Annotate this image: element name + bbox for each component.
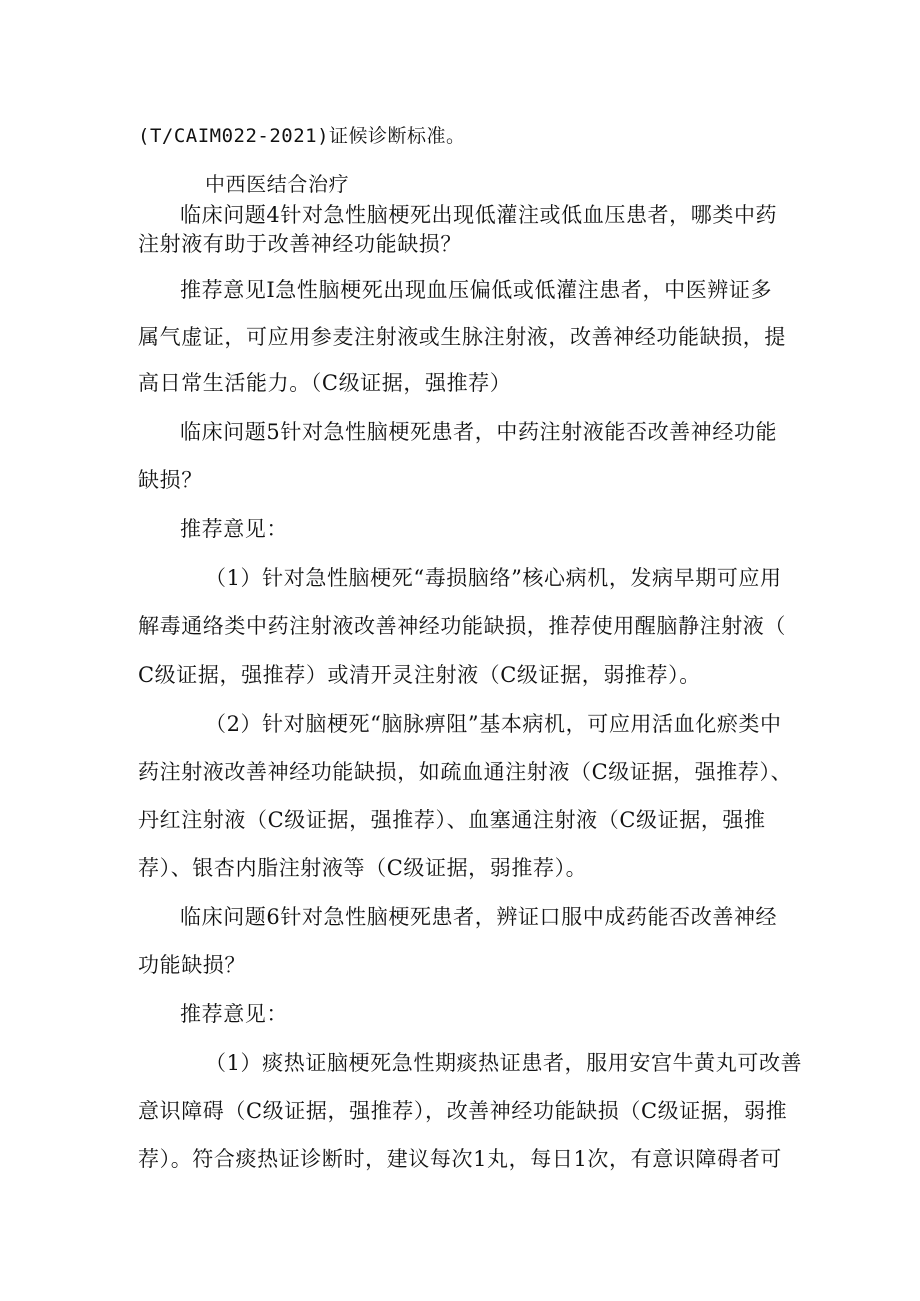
item-3-line-3: 荐）。符合痰热证诊断时，建议每次1丸，每日1次，有意识障碍者可 [138, 1147, 782, 1171]
question-4-line-1: 临床问题4针对急性脑梗死出现低灌注或低血压患者，哪类中药 [180, 203, 778, 227]
item-1-line-2: 解毒通络类中药注射液改善神经功能缺损，推荐使用醒脑静注射液（ [138, 614, 786, 638]
paragraph-line-standard-ref: (T/CAIM022-2021)证候诊断标准。 [138, 125, 466, 147]
item-2-line-3: 丹红注射液（C级证据，强推荐）、血塞通注射液（C级证据，强推 [138, 808, 766, 832]
recommendation-heading: 推荐意见： [180, 517, 288, 541]
section-heading: 中西医结合治疗 [205, 172, 350, 196]
item-2-line-1: （2）针对脑梗死“脑脉痹阻”基本病机，可应用活血化瘀类中 [205, 712, 782, 736]
recommendation-1-line-3: 高日常生活能力。（C级证据，强推荐） [138, 371, 512, 395]
question-6-line-1: 临床问题6针对急性脑梗死患者，辨证口服中成药能否改善神经 [180, 905, 778, 929]
item-3-line-1: （1）痰热证脑梗死急性期痰热证患者，服用安宫牛黄丸可改善 [205, 1051, 803, 1075]
item-1-line-3: C级证据，强推荐）或清开灵注射液（C级证据，弱推荐）。 [138, 663, 701, 687]
recommendation-1-line-1: 推荐意见I急性脑梗死出现血压偏低或低灌注患者，中医辨证多 [180, 278, 773, 302]
question-6-line-2: 功能缺损？ [138, 953, 246, 977]
recommendation-heading-2: 推荐意见： [180, 1002, 288, 1026]
item-2-line-2: 药注射液改善神经功能缺损，如疏血通注射液（C级证据，强推荐）、 [138, 760, 793, 784]
recommendation-1-line-2: 属气虚证，可应用参麦注射液或生脉注射液，改善神经功能缺损，提 [138, 325, 786, 349]
item-1-line-1: （1）针对急性脑梗死“毒损脑络”核心病机，发病早期可应用 [205, 566, 782, 590]
item-2-line-4: 荐）、银杏内脂注射液等（C级证据，弱推荐）。 [138, 856, 588, 880]
question-5-line-1: 临床问题5针对急性脑梗死患者，中药注射液能否改善神经功能 [180, 420, 778, 444]
question-4-line-2: 注射液有助于改善神经功能缺损？ [138, 232, 462, 256]
item-3-line-2: 意识障碍（C级证据，强推荐），改善神经功能缺损（C级证据，弱推 [138, 1099, 788, 1123]
question-5-line-2: 缺损？ [138, 468, 203, 492]
